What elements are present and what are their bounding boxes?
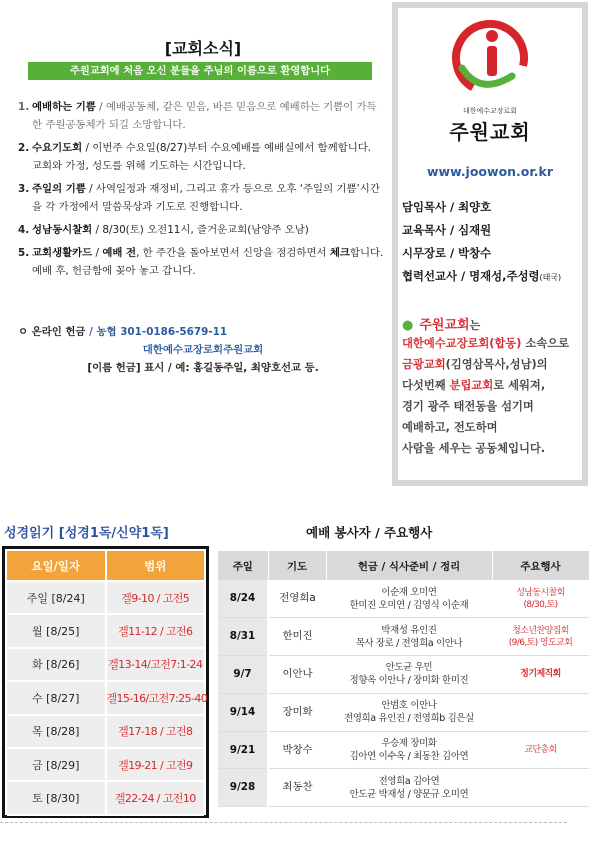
- news-item: [18, 244, 384, 280]
- church-intro: [402, 314, 582, 459]
- table-row: 월 [8/25] 겔11-12 / 고전6: [7, 614, 204, 647]
- news-title: [교회소식]: [164, 39, 242, 58]
- service-schedule-title: 예배 봉사자 / 주요행사: [306, 525, 433, 540]
- news-item-text: , 한 주간을 돌아보면서 신앙을 점검하면서: [136, 247, 330, 259]
- table-row: 금 [8/29] 겔19-21 / 고전9: [7, 748, 204, 781]
- news-item-number: 4.: [18, 224, 30, 236]
- news-item-number: 3.: [18, 183, 30, 195]
- table-row: 수 [8/27] 겔15-16/고전7:25-40: [7, 681, 204, 714]
- intro-heading: ● 주원교회는: [402, 318, 481, 333]
- church-info-panel: [392, 2, 588, 486]
- news-item-number: 5.: [18, 247, 30, 259]
- church-logo-icon: [450, 18, 530, 98]
- news-item-heading: 주일의 기쁨: [32, 183, 86, 195]
- staff-item: 협력선교사 / 명재성,주성령(태국): [402, 269, 562, 283]
- staff-item: 시무장로 / 박창수: [402, 246, 492, 260]
- offering-note: [이름 헌금] 표시 / 예: 홍길동주일, 최양호선교 등.: [87, 362, 319, 374]
- column-header: 헌금 / 식사준비 / 정리: [326, 551, 492, 580]
- church-org: 대한예수교장로회: [462, 107, 518, 115]
- staff-item: 담임목사 / 최양호: [402, 200, 492, 214]
- news-item-text: /: [92, 247, 103, 259]
- bank-account: / 농협 301-0186-5679-11: [85, 326, 228, 338]
- staff-item: 교육목사 / 심재원: [402, 223, 492, 237]
- intro-line: 예배하고, 전도하며: [402, 421, 498, 434]
- news-item-text: / 예배공동체, 같은 믿음, 바른 믿음으로 예배하는 기쁨이 가득한 주원공동체가 되길 소망합니다.: [32, 101, 377, 131]
- table-row: 9/7 이안나 안도균 우민 정향옥 이안나 / 장미화 한미진 정기제직회: [218, 656, 589, 694]
- table-row: 토 [8/30] 겔22-24 / 고전10: [7, 781, 204, 814]
- intro-line: 다섯번째 분립교회로 세워져,: [402, 379, 546, 392]
- news-item-text: / 이번주 수요일(8/27)부터 수요예배를 예배실에서 함께합니다. 교회와 가정, 성도를 위해 기도하는 시간입니다.: [32, 142, 372, 172]
- staff-list: [402, 196, 586, 289]
- table-row: 목 [8/28] 겔17-18 / 고전8: [7, 715, 204, 748]
- table-row: 화 [8/26] 겔13-14/고전7:1-24: [7, 648, 204, 681]
- column-header: 기도: [268, 551, 326, 580]
- column-header: 요일/일자: [7, 551, 106, 581]
- table-row: 주일 [8/24] 겔9-10 / 고전5: [7, 581, 204, 614]
- news-item-text: 합니다. 예배 후, 헌금함에 꽂아 놓고 갑니다.: [32, 247, 384, 277]
- column-header: 주요행사: [492, 551, 589, 580]
- news-item-text: / 8/30(토) 오전11시, 즐거운교회(남양주 오남): [92, 224, 309, 236]
- bullet-icon: ●: [402, 318, 414, 333]
- table-row: 9/21 박창수 우승제 장미화 김아연 이수옥 / 최동찬 김아연 교단총회: [218, 731, 589, 769]
- bible-reading-table: [7, 551, 208, 816]
- news-item: [18, 139, 384, 175]
- column-header: 주일: [218, 551, 268, 580]
- news-list: [18, 98, 384, 285]
- online-offering: [18, 323, 378, 377]
- intro-line: 금광교회(김영삼목사,성남)의: [402, 358, 548, 371]
- online-offering-label: ㅇ 온라인 헌금: [18, 326, 86, 338]
- news-item-number: 1.: [18, 101, 30, 113]
- news-item-text: / 사역일정과 재정비, 그리고 휴가 등으로 오후 ‘주일의 기쁨’시간을 각 가정에서 말씀묵상과 기도로 진행합니다.: [32, 183, 380, 213]
- table-row: 9/28 최동찬 전영희a 김아연 안도균 박재성 / 양문규 오미연: [218, 769, 589, 807]
- welcome-banner: 주원교회에 처음 오신 분들을 주님의 이름으로 환영합니다: [28, 62, 372, 80]
- news-item: [18, 98, 384, 134]
- intro-line: 사람을 세우는 공동체입니다.: [402, 442, 546, 455]
- intro-line: 대한예수교장로회(합동) 소속으로: [402, 337, 570, 350]
- news-item: [18, 180, 384, 216]
- service-schedule-table: [218, 551, 590, 807]
- news-item-heading: 수요기도회: [32, 142, 83, 154]
- table-row: 9/14 장미화 안범호 이안나 전영희a 유인진 / 전영희b 김은실: [218, 693, 589, 731]
- website-link[interactable]: www.joowon.or.kr: [426, 164, 554, 179]
- church-name: 주원교회: [449, 120, 531, 144]
- column-header: 범위: [106, 551, 205, 581]
- news-item-number: 2.: [18, 142, 30, 154]
- news-item: [18, 221, 384, 239]
- bible-reading-box: [2, 546, 209, 818]
- news-item-heading: 예배하는 기쁨: [32, 101, 96, 113]
- account-holder: 대한예수교장로회주원교회: [142, 344, 264, 356]
- news-item-heading: 교회생활카드: [32, 247, 93, 259]
- page-divider: [0, 822, 567, 823]
- table-row: 8/31 한미진 박재성 유인진 목사 장로 / 전영희a 이안나 청소년찬양집회 (9/6,토) 영도교회: [218, 618, 589, 656]
- intro-line: 경기 광주 태전동을 섬기며: [402, 400, 534, 413]
- church-logo: [398, 8, 582, 148]
- news-item-heading: 성남동시찰회: [32, 224, 93, 236]
- news-item-emphasis: 예배 전: [102, 247, 137, 259]
- bible-reading-title: 성경읽기 [성경1독/신약1독]: [4, 526, 169, 541]
- table-row: 8/24 전영희a 이순재 오미연 한미진 오미연 / 김영식 이순재 성남동시찰회 (8/30,토): [218, 580, 589, 618]
- news-item-emphasis: 체크: [329, 247, 350, 259]
